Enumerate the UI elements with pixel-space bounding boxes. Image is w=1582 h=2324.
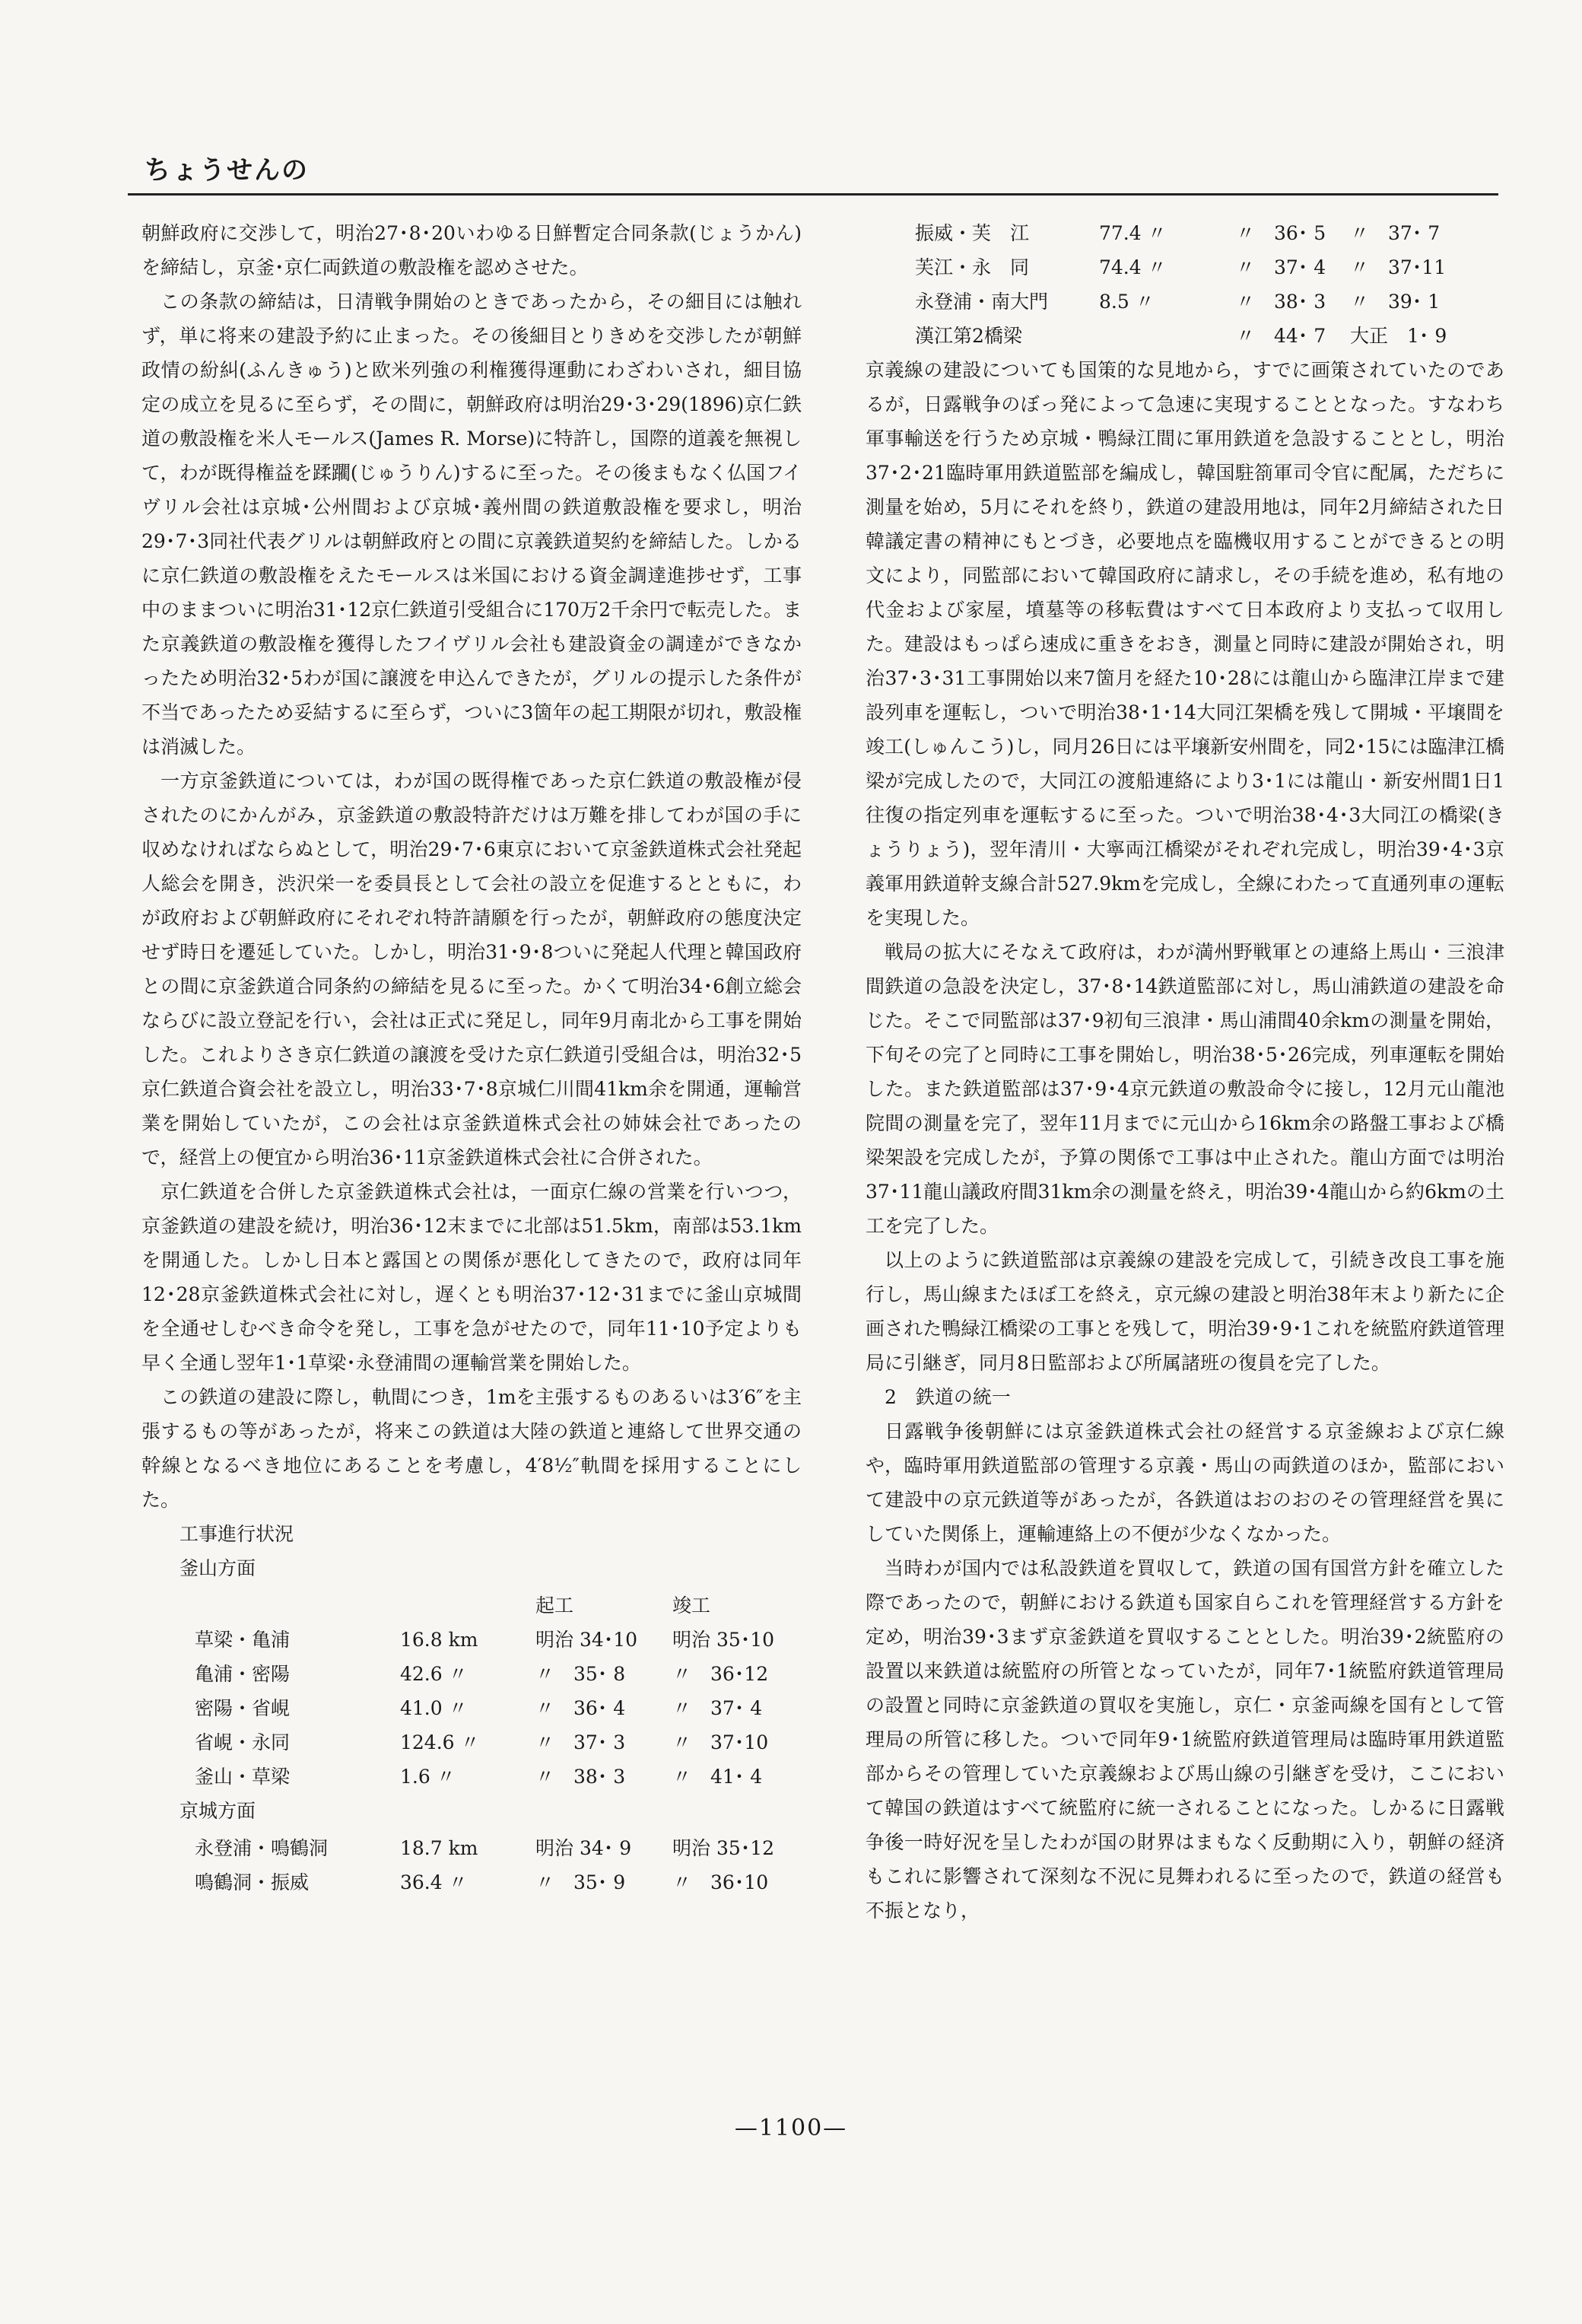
- paragraph: 京仁鉄道を合併した京釜鉄道株式会社は，一面京仁線の営業を行いつつ，京釜鉄道の建設を続け，明治36･12末までに北部は51.5km，南部は53.1kmを開通した。しかし日本と露国との関係が悪化してきたので，政府は同年12･28京釜鉄道株式会社に対し，遅くとも明治37･12･31までに釜山京城間を全通せしむべき命令を発し，工事を急がせたので，同年11･10予定よりも早く全通し翌年1･1草梁･永登浦間の運輸営業を開始した。: [141, 1181, 802, 1374]
- table-row: [866, 319, 1447, 353]
- table-row: [866, 250, 1447, 285]
- progress-title: 工事進行状況: [179, 1523, 294, 1545]
- section-cell: 振威・芙 江: [915, 222, 1030, 244]
- section-cell: 芙江・永 同: [915, 256, 1030, 278]
- distance-cell: 16.8 km: [400, 1629, 478, 1651]
- end-date-cell: 〃 37･10: [672, 1731, 769, 1753]
- section-cell: 永登浦・南大門: [915, 291, 1049, 313]
- right-column: [866, 216, 1504, 1928]
- table-row: [866, 285, 1447, 319]
- distance-cell: 8.5 〃: [1099, 291, 1155, 313]
- section-cell: 密陽・省峴: [195, 1697, 291, 1719]
- distance-cell: 41.0 〃: [400, 1697, 468, 1719]
- section-heading: 2 鉄道の統一: [885, 1386, 1011, 1408]
- left-column: [141, 216, 802, 1900]
- running-header: ちょうせんの: [145, 155, 309, 186]
- start-date-cell: 〃 35･ 8: [535, 1663, 626, 1685]
- paragraph: この条款の締結は，日清戦争開始のときであったから，その細目には触れず，単に将来の建設予約に止まった。その後細目とりきめを交渉したが朝鮮政情の紛糾(ふんきゅう)と欧米列強の利権獲得運動にわざわいされ，細目協定の成立を見るに至らず，その間に，朝鮮政府は明治29･3･29(1896)京仁鉄道の敷設権を米人モールス(James R. Morse)に特許し，国際的道義を無視して，わが既得権益を蹂躙(じゅうりん)するに至った。その後まもなく仏国フイヴリル会社は京城･公州間および京城･義州間の鉄道敷設権を要求し，明治29･7･3同社代表グリルは朝鮮政府との間に京義鉄道契約を締結した。しかるに京仁鉄道の敷設権をえたモールスは米国における資金調達進捗せず，工事中のままついに明治31･12京仁鉄道引受組合に170万2千余円で転売した。また京義鉄道の敷設権を獲得したフイヴリル会社も建設資金の調達ができなかったため明治32･5わが国に譲渡を申込んできたが，グリルの提示した条件が不当であったため妥結するに至らず，ついに3箇年の起工期限が切れ，敷設権は消滅した。: [141, 291, 802, 758]
- distance-cell: 1.6 〃: [400, 1766, 456, 1788]
- end-date-cell: 〃 36･10: [672, 1871, 769, 1893]
- distance-cell: 74.4 〃: [1099, 256, 1167, 278]
- distance-cell: [1099, 319, 1236, 353]
- paragraph: この鉄道の建設に際し，軌間につき，1mを主張するものあるいは3′6″を主張するもの等があったが，将来この鉄道は大陸の鉄道と連絡して世界交通の幹線となるべき地位にあることを考慮し，4′8½″軌間を採用することにした。: [141, 1386, 802, 1511]
- construction-table-busan: [179, 1588, 794, 1794]
- start-date-cell: 〃 36･ 5: [1236, 222, 1326, 244]
- section-cell: 亀浦・密陽: [195, 1663, 291, 1685]
- paragraph: 朝鮮政府に交渉して，明治27･8･20いわゆる日鮮暫定合同条款(じょうかん)を締結し，京釜･京仁両鉄道の敷設権を認めさせた。: [141, 222, 802, 278]
- construction-table-keijo: [179, 1831, 794, 1900]
- busan-section-title: 釜山方面: [179, 1557, 256, 1579]
- col-end-header: 竣工: [672, 1594, 711, 1617]
- end-date-cell: 〃 37･ 7: [1350, 222, 1441, 244]
- end-date-cell: 〃 36･12: [672, 1663, 769, 1685]
- end-date-cell: 〃 39･ 1: [1350, 291, 1441, 313]
- paragraph: 以上のように鉄道監部は京義線の建設を完成して，引続き改良工事を施行し，馬山線またほぼ工を終え，京元線の建設と明治38年末より新たに企画された鴨緑江橋梁の工事とを残して，明治39･9･1これを統監府鉄道管理局に引継ぎ，同月8日監部および所属諸班の復員を完了した。: [866, 1249, 1504, 1374]
- section-cell: 釜山・草梁: [195, 1766, 291, 1788]
- start-date-cell: 〃 37･ 4: [1236, 256, 1326, 278]
- table-row: [179, 1691, 794, 1725]
- table-row: [179, 1725, 794, 1760]
- distance-cell: 18.7 km: [400, 1837, 478, 1859]
- end-date-cell: 〃 41･ 4: [672, 1766, 763, 1788]
- start-date-cell: 〃 37･ 3: [535, 1731, 626, 1753]
- distance-cell: 42.6 〃: [400, 1663, 468, 1685]
- construction-table-keijo-cont: [866, 216, 1447, 353]
- paragraph: 京義線の建設についても国策的な見地から，すでに画策されていたのであるが，日露戦争のぼっ発によって急速に実現することとなった。すなわち軍事輸送を行うため京城・鴨緑江間に軍用鉄道を急設することとし，明治37･2･21臨時軍用鉄道監部を編成し，韓国駐箚軍司令官に配属，ただちに測量を始め，5月にそれを終り，鉄道の建設用地は，同年2月締結された日韓議定書の精神にもとづき，必要地点を臨機収用することができるとの明文により，同監部において韓国政府に請求し，その手続を進め，私有地の代金および家屋，墳墓等の移転費はすべて日本政府より支払って収用した。建設はもっぱら速成に重きをおき，測量と同時に建設が開始され，明治37･3･31工事開始以来7箇月を経た10･28には龍山から臨津江岸まで建設列車を運転し，ついで明治38･1･14大同江架橋を残して開城・平壌間を竣工(しゅんこう)し，同月26日には平壌新安州間を，同2･15には臨津江橋梁が完成したので，大同江の渡船連絡により3･1には龍山・新安州間1日1往復の指定列車を運転するに至った。ついで明治38･4･3大同江の橋梁(きょうりょう)，翌年清川・大寧両江橋梁がそれぞれ完成し，明治39･4･3京義軍用鉄道幹支線合計527.9kmを完成し，全線にわたって直通列車の運転を実現した。: [866, 359, 1504, 929]
- end-date-cell: 明治 35･10: [672, 1629, 775, 1651]
- distance-cell: 124.6 〃: [400, 1731, 480, 1753]
- start-date-cell: 〃 35･ 9: [535, 1871, 626, 1893]
- table-row: [179, 1760, 794, 1794]
- col-start-header: 起工: [535, 1594, 574, 1617]
- start-date-cell: 明治 34･10: [535, 1629, 638, 1651]
- page-number: —1100—: [734, 2115, 848, 2141]
- end-date-cell: 〃 37･ 4: [672, 1697, 763, 1719]
- section-cell: 永登浦・鳴鶴洞: [195, 1837, 329, 1859]
- section-cell: 漢江第2橋梁: [915, 325, 1022, 347]
- paragraph: 一方京釜鉄道については，わが国の既得権であった京仁鉄道の敷設権が侵されたのにかんがみ，京釜鉄道の敷設特許だけは万難を排してわが国の手に収めなければならぬとして，明治29･7･6東京において京釜鉄道株式会社発起人総会を開き，渋沢栄一を委員長として会社の設立を促進するとともに，わが政府および朝鮮政府にそれぞれ特許請願を行ったが，朝鮮政府の態度決定せず時日を遷延していた。しかし，明治31･9･8ついに発起人代理と韓国政府との間に京釜鉄道合同条約の締結を見るに至った。かくて明治34･6創立総会ならびに設立登記を行い，会社は正式に発足し，同年9月南北から工事を開始した。これよりさき京仁鉄道の譲渡を受けた京仁鉄道引受組合は，明治32･5京仁鉄道合資会社を設立し，明治33･7･8京城仁川間41km余を開通，運輸営業を開始していたが，この会社は京釜鉄道株式会社の姉妹会社であったので，経営上の便宜から明治36･11京釜鉄道株式会社に合併された。: [141, 770, 802, 1168]
- table-row: [866, 216, 1447, 250]
- section-cell: 草梁・亀浦: [195, 1629, 291, 1651]
- table-row: [179, 1865, 794, 1900]
- start-date-cell: 〃 38･ 3: [535, 1766, 626, 1788]
- end-date-cell: 大正 1･ 9: [1350, 325, 1447, 347]
- table-row: [179, 1657, 794, 1691]
- table-row: [179, 1831, 794, 1865]
- keijo-section-title: 京城方面: [179, 1800, 256, 1822]
- distance-cell: 36.4 〃: [400, 1871, 468, 1893]
- paragraph: 当時わが国内では私設鉄道を買収して，鉄道の国有国営方針を確立した際であったので，朝鮮における鉄道も国家自らこれを管理経営する方針を定め，明治39･3まず京釜鉄道を買収することとした。明治39･2統監府の設置以来鉄道は統監府の所管となっていたが，同年7･1統監府鉄道管理局の設置と同時に京釜鉄道の買収を実施し，京仁・京釜両線を国有として管理局の所管に移した。ついで同年9･1統監府鉄道管理局は臨時軍用鉄道監部からその管理していた京義線および馬山線の引継ぎを受け，ここにおいて韓国の鉄道はすべて統監府に統一されることになった。しかるに日露戦争後一時好況を呈したわが国の財界はまもなく反動期に入り，朝鮮の経済もこれに影響されて深刻な不況に見舞われるに至ったので，鉄道の経営も不振となり，: [866, 1557, 1504, 1922]
- table-row: [179, 1623, 794, 1657]
- start-date-cell: 〃 36･ 4: [535, 1697, 626, 1719]
- header-rule: [128, 193, 1498, 196]
- paragraph: 戦局の拡大にそなえて政府は，わが満州野戦軍との連絡上馬山・三浪津間鉄道の急設を決定し，37･8･14鉄道監部に対し，馬山浦鉄道の建設を命じた。そこで同監部は37･9初旬三浪津・馬山浦間40余kmの測量を開始，下旬その完了と同時に工事を開始し，明治38･5･26完成，列車運転を開始した。また鉄道監部は37･9･4京元鉄道の敷設命令に接し，12月元山龍池院間の測量を完了，翌年11月までに元山から16km余の路盤工事および橋梁架設を完成したが，予算の関係で工事は中止された。龍山方面では明治37･11龍山議政府間31km余の測量を終え，明治39･4龍山から約6kmの土工を完了した。: [866, 941, 1504, 1237]
- start-date-cell: 〃 38･ 3: [1236, 291, 1326, 313]
- distance-cell: 77.4 〃: [1099, 222, 1167, 244]
- section-cell: 鳴鶴洞・振威: [195, 1871, 310, 1893]
- end-date-cell: 〃 37･11: [1350, 256, 1447, 278]
- section-cell: 省峴・永同: [195, 1731, 291, 1753]
- start-date-cell: 〃 44･ 7: [1236, 325, 1326, 347]
- paragraph: 日露戦争後朝鮮には京釜鉄道株式会社の経営する京釜線および京仁線や，臨時軍用鉄道監部の管理する京義・馬山の両鉄道のほか，監部において建設中の京元鉄道等があったが，各鉄道はおのおのその管理経営を異にしていた関係上，運輸連絡上の不便が少なくなかった。: [866, 1420, 1504, 1545]
- end-date-cell: 明治 35･12: [672, 1837, 775, 1859]
- start-date-cell: 明治 34･ 9: [535, 1837, 632, 1859]
